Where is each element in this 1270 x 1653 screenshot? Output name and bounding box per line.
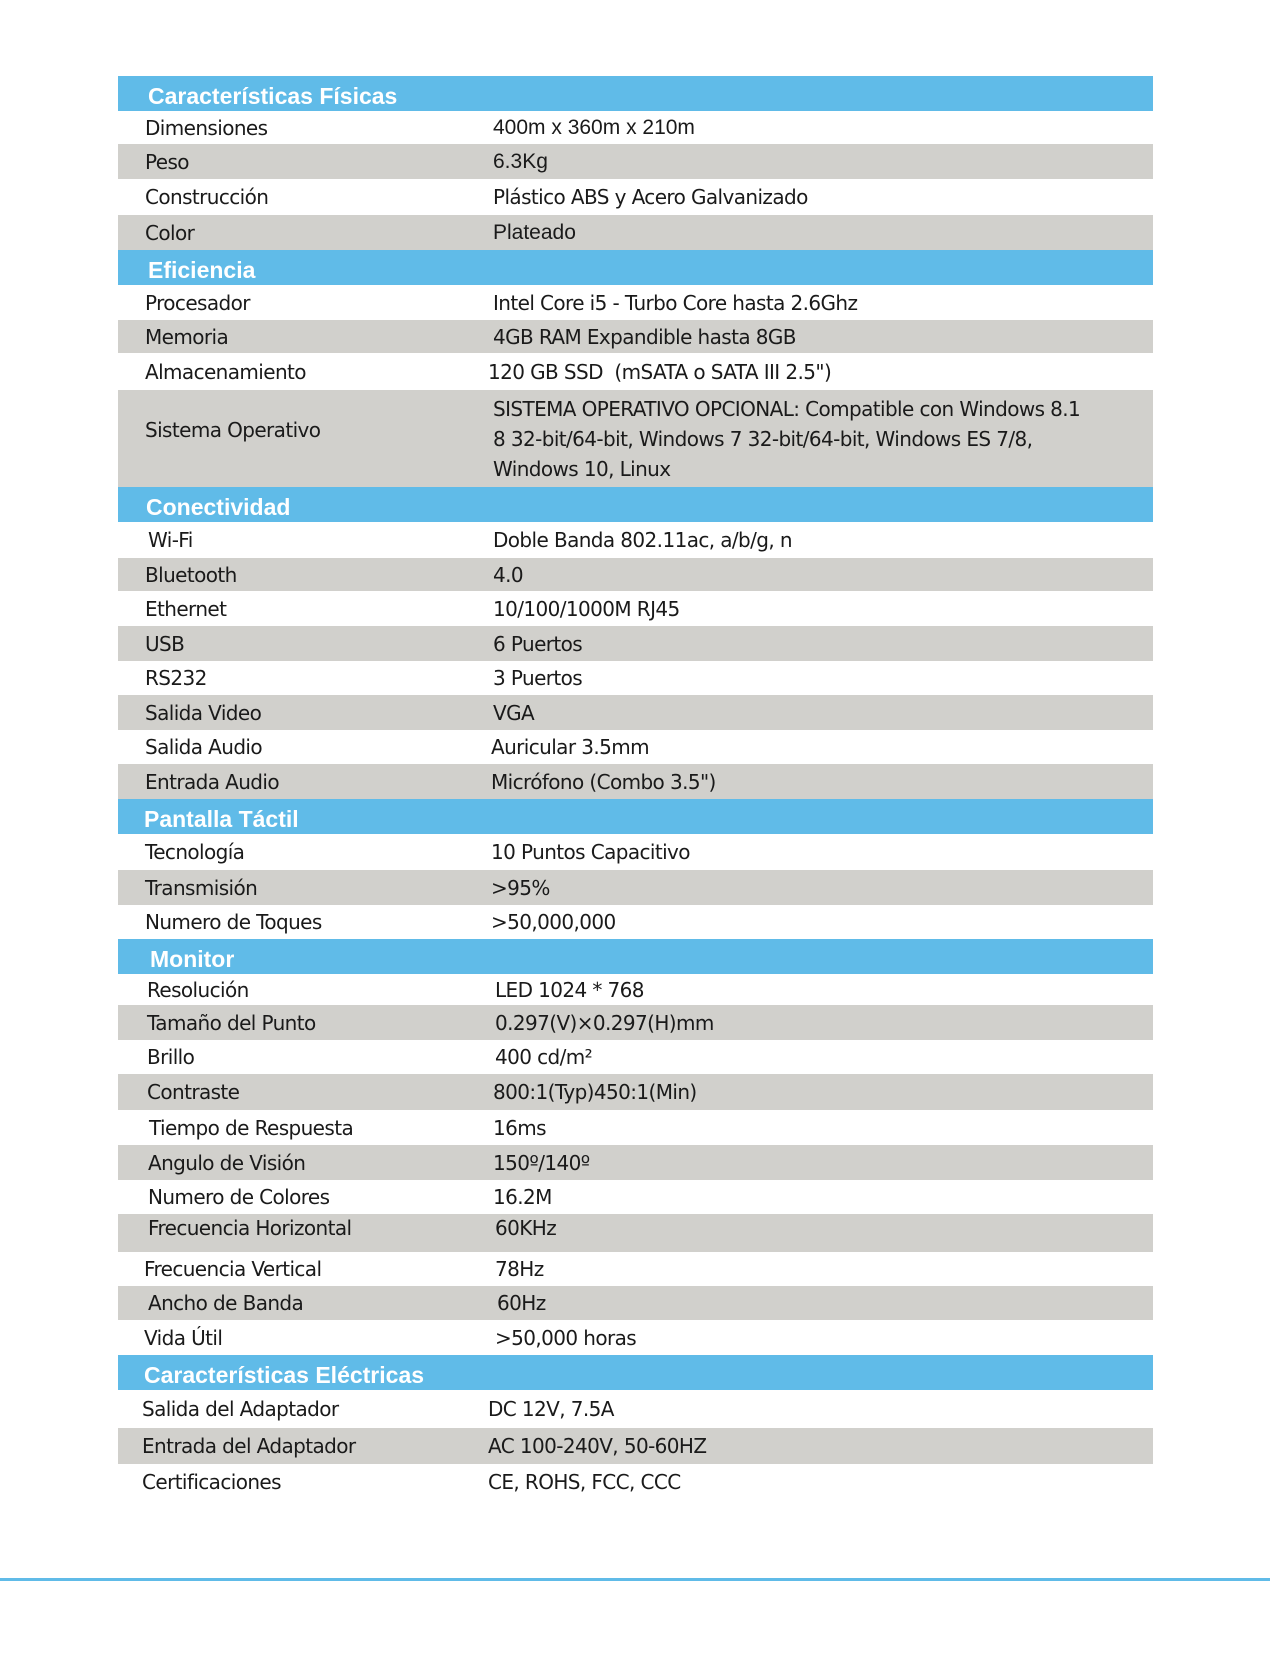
spec-value: 16ms: [493, 1115, 546, 1140]
spec-label: Wi-Fi: [148, 528, 193, 552]
spec-label: Numero de Colores: [148, 1185, 330, 1209]
spec-row: [118, 1320, 1153, 1355]
spec-value: Plástico ABS y Acero Galvanizado: [493, 185, 808, 209]
spec-value: 400m x 360m x 210m: [493, 115, 695, 139]
spec-value: 800:1(Typ)450:1(Min): [493, 1080, 697, 1104]
spec-value: >50,000,000: [491, 910, 616, 934]
spec-value: >50,000 horas: [495, 1325, 637, 1350]
spec-value: AC 100-240V, 50-60HZ: [488, 1434, 707, 1458]
spec-label: Frecuencia Vertical: [144, 1257, 322, 1281]
section-header-pantalla: [118, 799, 1153, 834]
spec-row: [118, 1145, 1153, 1180]
spec-row: [118, 285, 1153, 320]
section-title: Características Eléctricas: [144, 1362, 425, 1388]
spec-label: Certificaciones: [142, 1470, 281, 1494]
spec-label: Frecuencia Horizontal: [148, 1216, 352, 1240]
footer-divider: [0, 1578, 1270, 1581]
spec-row: [118, 870, 1153, 905]
spec-label: Color: [145, 220, 195, 245]
spec-label: Salida del Adaptador: [142, 1397, 339, 1421]
spec-label: Almacenamiento: [145, 359, 306, 384]
spec-label: Dimensiones: [145, 115, 268, 140]
section-title: Pantalla Táctil: [144, 806, 299, 832]
spec-value: CE, ROHS, FCC, CCC: [488, 1470, 681, 1494]
spec-row: [118, 1110, 1153, 1145]
spec-label: Tecnología: [145, 840, 245, 864]
spec-value: DC 12V, 7.5A: [488, 1397, 614, 1421]
spec-row: [118, 390, 1153, 487]
spec-label: RS232: [145, 666, 207, 690]
spec-label: Tiempo de Respuesta: [149, 1115, 354, 1140]
spec-label: Entrada Audio: [145, 769, 279, 794]
spec-row: [118, 1180, 1153, 1214]
spec-row: [118, 1005, 1153, 1040]
section-title: Características Físicas: [148, 83, 398, 109]
spec-value: >95%: [491, 875, 550, 900]
spec-label: Sistema Operativo: [145, 418, 321, 442]
spec-label: Salida Audio: [145, 735, 263, 759]
spec-row: [118, 730, 1153, 764]
spec-value: Intel Core i5 - Turbo Core hasta 2.6Ghz: [493, 290, 858, 315]
spec-row: [118, 974, 1153, 1005]
spec-value: 16.2M: [493, 1185, 552, 1209]
spec-row: [118, 111, 1153, 144]
spec-value: 400 cd/m²: [495, 1045, 593, 1069]
spec-label: Procesador: [145, 290, 250, 315]
spec-row: [118, 1214, 1153, 1252]
spec-value: Micrófono (Combo 3.5"): [491, 769, 716, 794]
spec-row: [118, 1074, 1153, 1110]
spec-value: 4.0: [493, 562, 524, 587]
spec-row: [118, 179, 1153, 215]
spec-row: [118, 1428, 1153, 1464]
spec-value: 3 Puertos: [493, 666, 583, 690]
spec-row: [118, 1464, 1153, 1500]
spec-label: USB: [145, 631, 185, 656]
spec-value: 120 GB SSD (mSATA o SATA III 2.5"): [488, 359, 832, 384]
section-header-eficiencia: [118, 250, 1153, 285]
section-header-fisicas: [118, 76, 1153, 111]
spec-value: 10 Puntos Capacitivo: [491, 840, 690, 864]
spec-row: [118, 1286, 1153, 1320]
spec-row: [118, 695, 1153, 730]
spec-label: Peso: [145, 149, 189, 174]
spec-value: 0.297(V)×0.297(H)mm: [495, 1010, 714, 1035]
spec-label: Salida Video: [145, 700, 262, 725]
spec-row: [118, 626, 1153, 661]
spec-label: Brillo: [147, 1045, 195, 1069]
spec-value: Plateado: [493, 220, 576, 244]
spec-row: [118, 1390, 1153, 1428]
section-header-electricas: [118, 1355, 1153, 1390]
section-header-monitor: [118, 939, 1153, 974]
spec-row: [118, 905, 1153, 939]
spec-label: Contraste: [147, 1080, 240, 1104]
spec-value: LED 1024 * 768: [495, 977, 644, 1002]
spec-table: [118, 76, 1153, 1500]
spec-value: 6 Puertos: [493, 631, 583, 656]
section-title: Conectividad: [146, 494, 291, 520]
spec-label: Bluetooth: [145, 562, 237, 587]
spec-value: SISTEMA OPERATIVO OPCIONAL: Compatible con Windows 8.1 8 32-bit/64-bit, Windows 7 32-bit/64-bit, Windows ES 7/8, Windows 10, Linux: [493, 397, 1081, 481]
spec-row: [118, 834, 1153, 870]
spec-label: Ethernet: [145, 596, 227, 621]
spec-label: Angulo de Visión: [148, 1150, 306, 1175]
section-header-conectividad: [118, 487, 1153, 522]
spec-label: Ancho de Banda: [148, 1291, 304, 1315]
spec-row: [118, 144, 1153, 179]
section-title: Monitor: [150, 946, 235, 972]
spec-row: [118, 522, 1153, 558]
spec-value: VGA: [493, 700, 535, 725]
spec-label: Construcción: [145, 185, 269, 209]
spec-row: [118, 764, 1153, 799]
spec-value: 4GB RAM Expandible hasta 8GB: [493, 324, 796, 349]
spec-row: [118, 1040, 1153, 1074]
spec-row: [118, 215, 1153, 250]
spec-value: 78Hz: [495, 1257, 544, 1281]
spec-value: Doble Banda 802.11ac, a/b/g, n: [493, 528, 792, 552]
spec-value: Auricular 3.5mm: [491, 735, 649, 759]
spec-label: Transmisión: [145, 875, 258, 900]
spec-row: [118, 320, 1153, 353]
spec-value: 60Hz: [497, 1291, 546, 1315]
spec-label: Resolución: [147, 977, 249, 1002]
spec-row: [118, 591, 1153, 626]
spec-label: Tamaño del Punto: [147, 1010, 316, 1035]
spec-row: [118, 353, 1153, 390]
spec-row: [118, 558, 1153, 591]
spec-row: [118, 1252, 1153, 1286]
spec-value: 150º/140º: [493, 1150, 590, 1175]
spec-row: [118, 661, 1153, 695]
spec-label: Vida Útil: [144, 1325, 223, 1350]
spec-value: 6.3Kg: [493, 149, 548, 173]
section-title: Eficiencia: [148, 257, 256, 283]
spec-value: 10/100/1000M RJ45: [493, 596, 680, 621]
spec-label: Memoria: [145, 324, 229, 349]
spec-label: Entrada del Adaptador: [142, 1434, 356, 1458]
spec-value: 60KHz: [495, 1216, 557, 1240]
spec-label: Numero de Toques: [145, 910, 322, 934]
